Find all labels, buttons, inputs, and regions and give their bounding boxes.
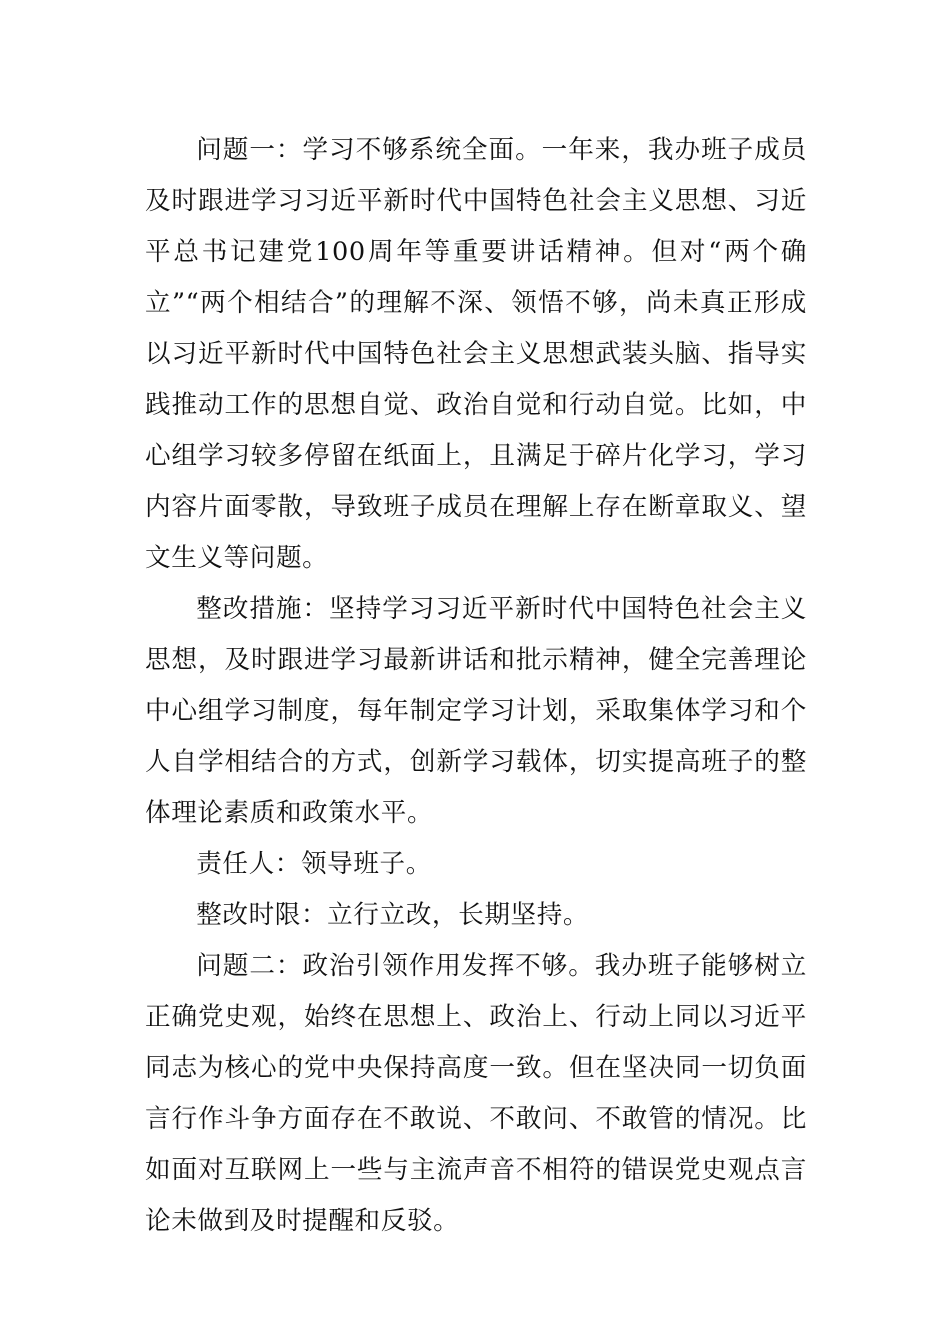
paragraph-responsible-party: 责任人：领导班子。 xyxy=(196,849,432,879)
document-body xyxy=(145,125,807,1247)
paragraph-rectification-measures: 整改措施：坚持学习习近平新时代中国特色社会主义思想，及时跟进学习最新讲话和批示精神，健全完善理论中心组学习制度，每年制定学习计划，采取集体学习和个人自学相结合的方式，创新学习载体，切实提高班子的整体理论素质和政策水平。 xyxy=(145,594,807,828)
paragraph-problem-two: 问题二：政治引领作用发挥不够。我办班子能够树立正确党史观，始终在思想上、政治上、行动上同以习近平同志为核心的党中央保持高度一致。但在坚决同一切负面言行作斗争方面存在不敢说、不敢问、不敢管的情况。比如面对互联网上一些与主流声音不相符的错误党史观点言论未做到及时提醒和反驳。 xyxy=(145,951,807,1236)
paragraph-rectification-deadline: 整改时限：立行立改，长期坚持。 xyxy=(196,900,590,930)
paragraph-problem-one: 问题一：学习不够系统全面。一年来，我办班子成员及时跟进学习习近平新时代中国特色社会主义思想、习近平总书记建党100周年等重要讲话精神。但对“两个确立”“两个相结合”的理解不深、领悟不够，尚未真正形成以习近平新时代中国特色社会主义思想武装头脑、指导实践推动工作的思想自觉、政治自觉和行动自觉。比如，中心组学习较多停留在纸面上，且满足于碎片化学习，学习内容片面零散，导致班子成员在理解上存在断章取义、望文生义等问题。 xyxy=(145,135,807,573)
